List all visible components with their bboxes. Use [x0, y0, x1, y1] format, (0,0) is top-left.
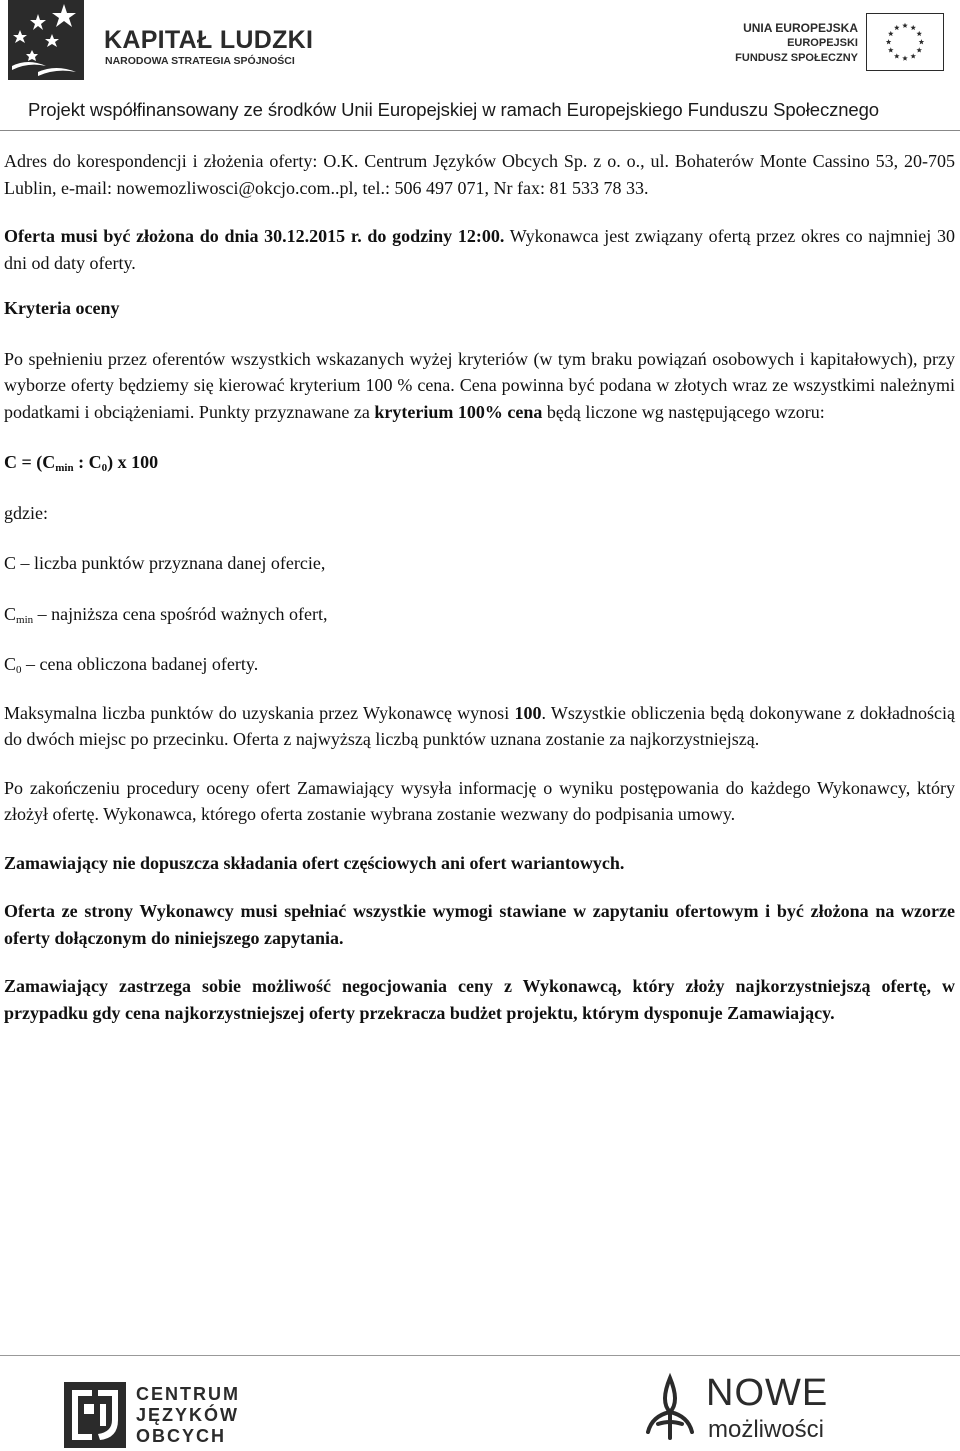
eu-line-union: UNIA EUROPEJSKA — [743, 21, 858, 35]
eu-star-icon — [916, 47, 922, 52]
nowe-mozliwosci-logo-icon — [640, 1372, 700, 1444]
eu-star-icon — [894, 53, 900, 58]
formula-mid: : C — [73, 452, 102, 472]
max-bold: 100 — [514, 702, 542, 723]
deadline-bold: Oferta musi być złożona do dnia 30.12.2015 r. do godziny 12:00. — [4, 226, 505, 246]
procedure-paragraph: Po zakończeniu procedury oceny ofert Zamawiający wysyła informację o wyniku postępowania do każdego Wykonawcy, który złożył ofertę. Wykonawca, którego oferta zostanie wybrana zostanie wezwany do podpisania umowy. — [4, 777, 955, 824]
kapital-ludzki-title: KAPITAŁ LUDZKI — [104, 26, 314, 54]
max-points-paragraph — [4, 700, 955, 753]
eu-text — [735, 21, 858, 66]
definition-c: C – liczba punktów przyznana danej ofercie, — [4, 553, 326, 573]
definition-cmin-base: C — [4, 603, 17, 624]
footer-divider — [0, 1355, 960, 1356]
cjo-logo-icon — [62, 1380, 134, 1450]
cjo-line-2: JĘZYKÓW — [136, 1405, 240, 1425]
eu-star-icon — [888, 31, 894, 36]
eu-star-icon — [894, 25, 900, 30]
definition-c0-text: – cena obliczona badanej oferty. — [21, 654, 259, 674]
criteria-text-1: Po spełnieniu przez oferentów wszystkich wskazanych wyżej kryteriów (w tym braku powiązań osobowych i kapitałowych), przy wyborze oferty będziemy się kierować kryterium 100 % cena. Cena powinna być podana w złotych wraz ze wszystkimi należnymi podatkami i obciążeniami. Punkty przyznawane za — [4, 348, 955, 422]
form-requirement: Oferta ze strony Wykonawcy musi spełniać wszystkie wymogi stawiane w zapytaniu ofertowym i być złożona na wzorze oferty dołączonym do niniejszego zapytania. — [4, 901, 955, 948]
cofinancing-banner: Projekt współfinansowany ze środków Unii Europejskiej w ramach Europejskiego Funduszu Społecznego — [28, 99, 879, 120]
formula-sub-min: min — [55, 462, 74, 474]
page-header — [0, 0, 960, 130]
definition-cmin-text: – najniższa cena spośród ważnych ofert, — [33, 603, 328, 624]
no-partial-offers: Zamawiający nie dopuszcza składania ofert częściowych ani ofert wariantowych. — [4, 852, 625, 873]
where-label: gdzie: — [4, 502, 48, 523]
criteria-bold: kryterium 100% cena — [374, 401, 543, 422]
definition-cmin-sub: min — [16, 613, 34, 626]
cjo-logo — [62, 1380, 240, 1450]
header-divider — [0, 130, 960, 131]
eu-star-icon — [910, 25, 916, 30]
negotiation-clause: Zamawiający zastrzega sobie możliwość negocjowania ceny z Wykonawcą, który złoży najkorzystniejszą ofertę, w przypadku gdy cena najkorzystniejszej oferty przekracza budżet projektu, którym dysponuje Zamawiający. — [4, 976, 955, 1023]
eu-line-european: EUROPEJSKI — [787, 37, 858, 49]
eu-star-icon — [886, 39, 892, 44]
nowe-title: NOWE — [706, 1372, 829, 1414]
deadline-paragraph — [4, 223, 955, 276]
formula-suffix: ) x 100 — [107, 452, 159, 472]
deadline-rest: Wykonawca jest związany ofertą przez okres co najmniej 30 dni od daty oferty. — [4, 226, 955, 273]
address-paragraph: Adres do korespondencji i złożenia oferty: O.K. Centrum Języków Obcych Sp. z o. o., ul. Bohaterów Monte Cassino 53, 20-705 Lublin, e-mail: nowemozliwosci@okcjo.com..pl, tel.: 506 497 071, Nr fax: 81 533 78 33. — [4, 151, 955, 198]
eu-flag-icon — [866, 13, 944, 71]
cjo-line-3: OBCYCH — [136, 1426, 227, 1446]
formula-prefix: C = (C — [4, 452, 56, 472]
definition-c0-base: C — [4, 654, 17, 674]
eu-star-icon — [916, 31, 922, 36]
definition-cmin — [4, 601, 955, 628]
eu-star-icon — [902, 23, 908, 28]
eu-line-fund: FUNDUSZ SPOŁECZNY — [735, 52, 858, 64]
cjo-line-1: CENTRUM — [136, 1384, 240, 1404]
eu-star-icon — [888, 47, 894, 52]
criteria-heading: Kryteria oceny — [4, 298, 120, 318]
mozliwosci-subtitle: możliwości — [708, 1416, 825, 1443]
criteria-text-2: będą liczone wg następującego wzoru: — [542, 401, 825, 422]
nowe-mozliwosci-logo — [640, 1362, 920, 1447]
criteria-paragraph — [4, 346, 955, 426]
formula-sub-0: 0 — [101, 462, 108, 474]
cjo-wordmark — [136, 1384, 240, 1447]
max-text-2: . Wszystkie obliczenia będą dokonywane z dokładnością do dwóch miejsc po przecinku. Oferta z najwyższą liczbą punktów uznana zostanie za najkorzystniejszą. — [4, 702, 955, 749]
eu-star-icon — [919, 39, 925, 44]
definition-c0 — [4, 651, 955, 678]
max-text-1: Maksymalna liczba punktów do uzyskania przez Wykonawcę wynosi — [4, 702, 515, 723]
kapital-ludzki-logo-icon — [8, 0, 88, 80]
kapital-ludzki-subtitle: NARODOWA STRATEGIA SPÓJNOŚCI — [105, 55, 295, 67]
kapital-ludzki-logo — [8, 0, 314, 82]
definition-c0-sub: 0 — [16, 664, 22, 676]
eu-logo — [726, 13, 944, 71]
eu-star-icon — [902, 56, 908, 61]
document-body — [4, 148, 955, 1026]
formula — [4, 449, 955, 476]
eu-star-icon — [910, 53, 916, 58]
